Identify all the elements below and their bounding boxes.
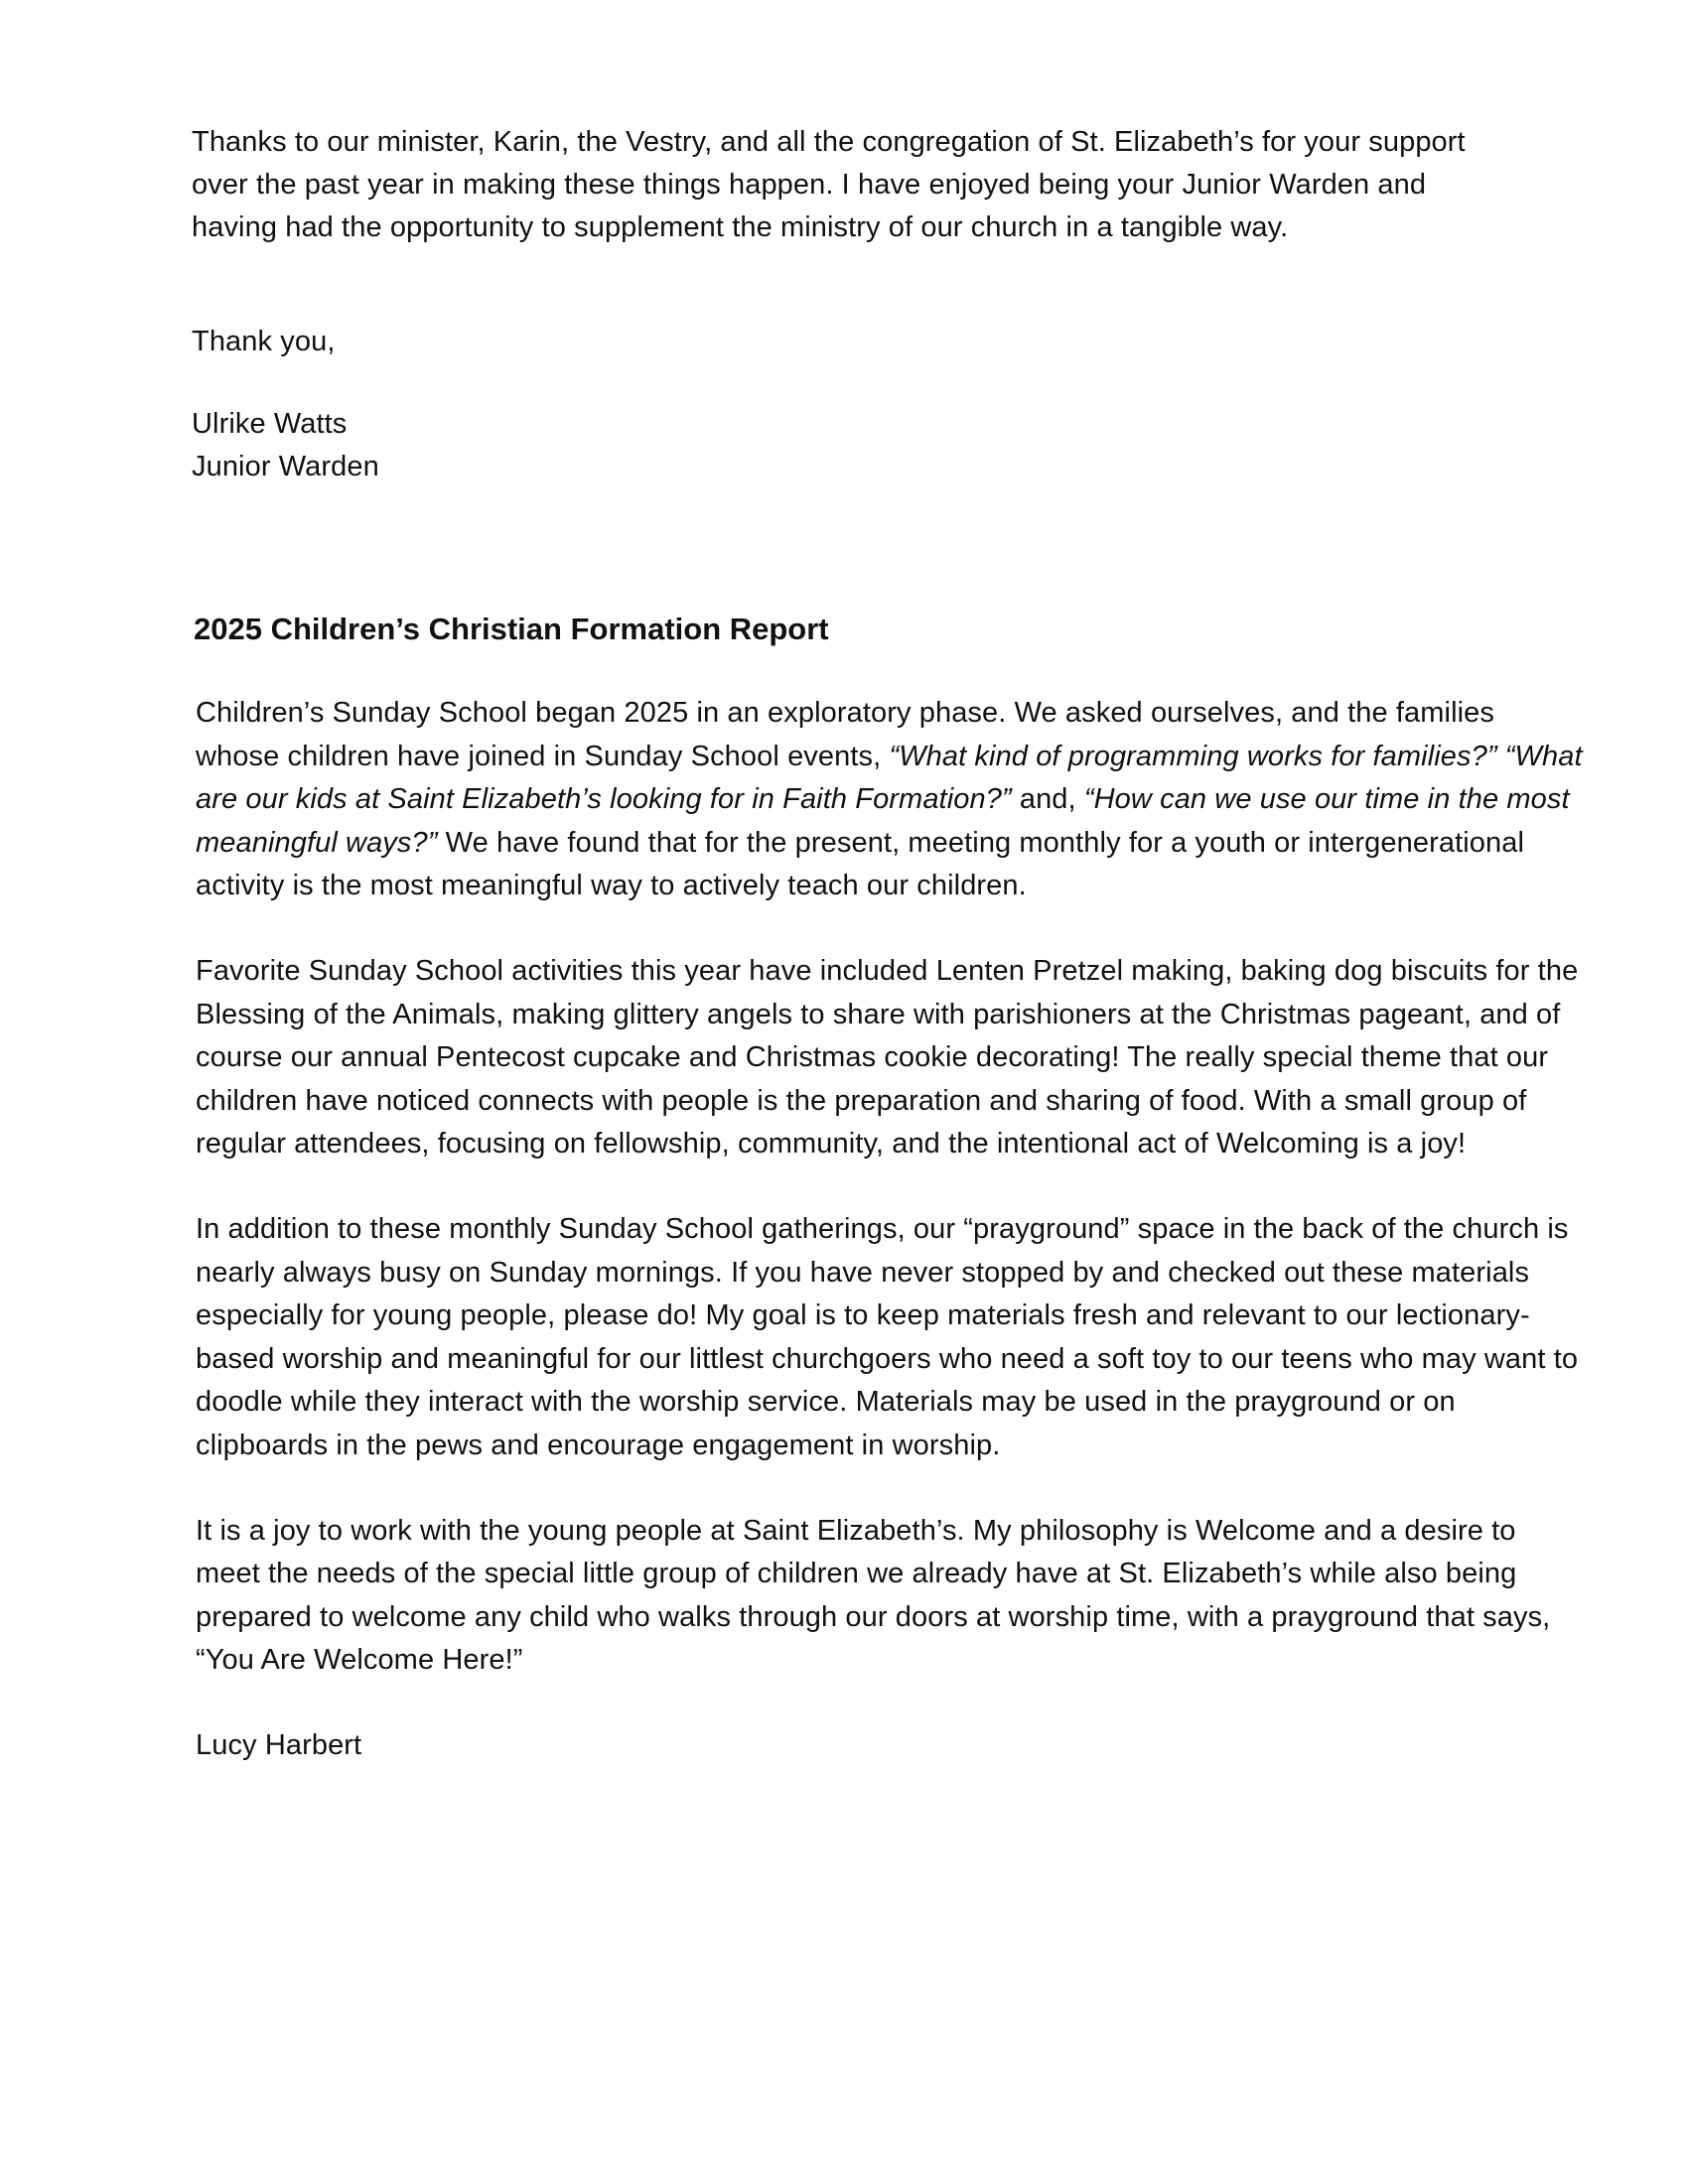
warden-thanks-paragraph <box>192 121 1482 249</box>
intro-lead-text: Children’s Sunday School began 2025 in an exploratory phase. We asked ourselves, and the families whose children have joined in Sunday School events, <box>196 697 1494 772</box>
warden-signature <box>192 403 1562 488</box>
intro-tail-text: We have found that for the present, meeting monthly for a youth or intergenerational activity is the most meaningful way to actively teach our children. <box>196 826 1524 902</box>
warden-closing <box>192 321 1562 363</box>
intro-connector-text: and, <box>1011 783 1084 816</box>
formation-activities-paragraph: Favorite Sunday School activities this year have included Lenten Pretzel making, baking dog biscuits for the Blessing of the Animals, making glittery angels to share with parishioners at the Christmas pageant, and of course our annual Pentecost cupcake and Christmas cookie decorating! The really special theme that our children have noticed connects with people is the preparation and sharing of food. With a small group of regular attendees, focusing on fellowship, community, and the intentional act of Welcoming is a joy! <box>196 954 1579 1160</box>
intro-question-one: “What kind of programming works for families?” “What are our kids at Saint Elizabeth’s looking for in Faith Formation?” <box>196 740 1583 816</box>
warden-signature-title: Junior Warden <box>192 451 379 482</box>
intro-question-two: “How can we use our time in the most meaningful ways?” <box>196 783 1570 859</box>
warden-thanks-text: Thanks to our minister, Karin, the Vestry, and all the congregation of St. Elizabeth’s for your support over the past year in making these things happen. I have enjoyed being your Junior Warden and having had the opportunity to supplement the ministry of our church in a tangible way. <box>192 126 1466 243</box>
formation-intro-paragraph <box>196 692 1586 908</box>
warden-signature-name: Ulrike Watts <box>192 408 348 440</box>
formation-report-signature: Lucy Harbert <box>196 1728 362 1761</box>
formation-prayground-paragraph: In addition to these monthly Sunday School gatherings, our “prayground” space in the back of the church is nearly always busy on Sunday mornings. If you have never stopped by and checked out these materials especially for young people, please do! My goal is to keep materials fresh and relevant to our lectionary-based worship and meaningful for our littlest churchgoers who need a soft toy to our teens who may want to doodle while they interact with the worship service. Materials may be used in the prayground or on clipboards in the pews and encourage engagement in worship. <box>196 1212 1579 1461</box>
formation-report-body <box>196 692 1586 1767</box>
closing-text: Thank you, <box>192 326 336 357</box>
formation-report-title: 2025 Children’s Christian Formation Report <box>194 612 829 646</box>
formation-philosophy-paragraph: It is a joy to work with the young people at Saint Elizabeth’s. My philosophy is Welcome and a desire to meet the needs of the special little group of children we already have at St. Elizabeth’s while also being prepared to welcome any child who walks through our doors at worship time, with a prayground that says, “You Are Welcome Here!” <box>196 1514 1551 1677</box>
